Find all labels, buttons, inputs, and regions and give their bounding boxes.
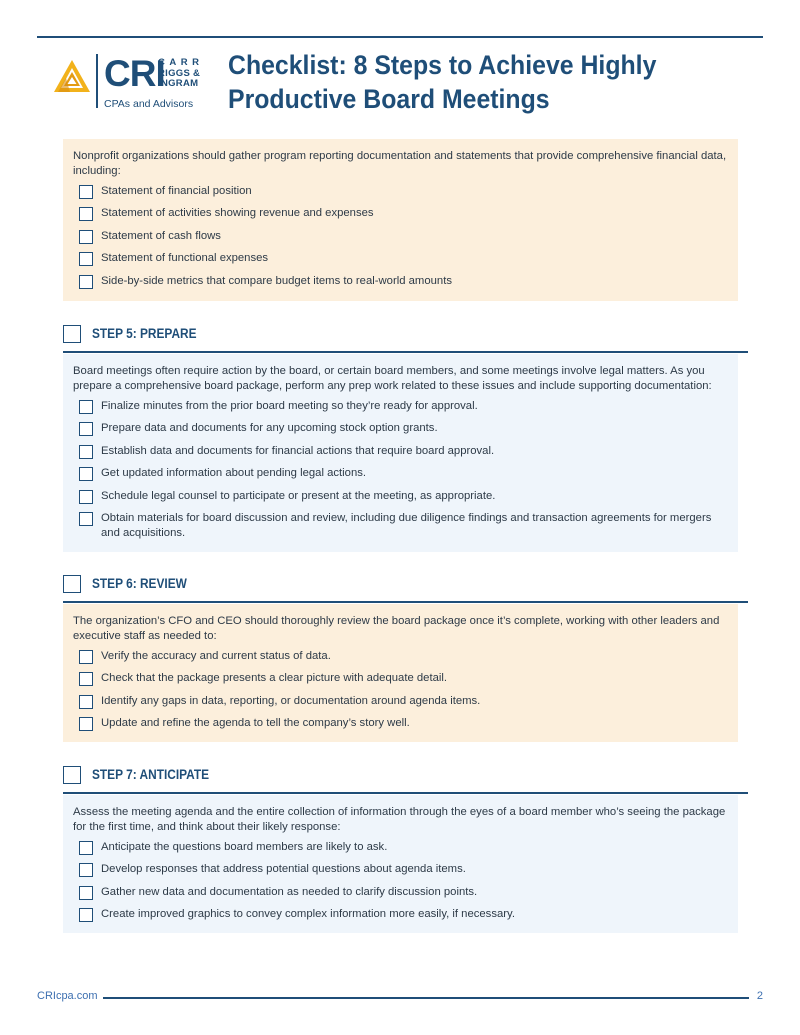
checklist-item-text: Finalize minutes from the prior board meeting so they’re ready for approval. bbox=[101, 400, 478, 412]
stacked-triangles-logo-icon bbox=[52, 58, 92, 94]
checklist-item bbox=[73, 511, 728, 541]
checklist-item bbox=[73, 694, 728, 711]
checklist-item-text: Statement of cash flows bbox=[101, 229, 221, 242]
step-7-box bbox=[63, 795, 738, 933]
checklist-item bbox=[73, 840, 728, 857]
step-rule bbox=[63, 351, 748, 353]
checkbox[interactable] bbox=[79, 275, 93, 289]
checklist-item bbox=[73, 399, 728, 416]
checkbox[interactable] bbox=[79, 185, 93, 199]
footer-rule bbox=[103, 997, 749, 999]
website-link[interactable]: CRIcpa.com bbox=[37, 990, 98, 1002]
step-label: STEP 6: REVIEW bbox=[92, 576, 187, 591]
checklist-item-text: Gather new data and documentation as needed to clarify discussion points. bbox=[101, 885, 478, 898]
checklist bbox=[73, 840, 728, 924]
step-text: The organization’s CFO and CEO should thoroughly review the board package once it’s complete, working with other leaders and executive staff as needed to: bbox=[73, 615, 720, 642]
logo-tagline: CPAs and Advisors bbox=[104, 98, 194, 110]
intro-text: Nonprofit organizations should gather program reporting documentation and statements that provide comprehensive financial data, including: bbox=[73, 150, 727, 177]
checklist-item-text: Prepare data and documents for any upcoming stock option grants. bbox=[101, 422, 438, 435]
checklist-item bbox=[73, 489, 728, 506]
checkbox[interactable] bbox=[79, 490, 93, 504]
checklist-item bbox=[73, 716, 728, 733]
checklist-item-text: Statement of activities showing revenue and expenses bbox=[101, 207, 374, 220]
step-label: STEP 5: PREPARE bbox=[92, 326, 197, 341]
checkbox[interactable] bbox=[79, 841, 93, 855]
checklist-item bbox=[73, 206, 728, 223]
checklist-item bbox=[73, 907, 728, 924]
logo-name-line: RIGGS & bbox=[158, 67, 201, 79]
checklist-item bbox=[73, 251, 728, 268]
checkbox[interactable] bbox=[79, 445, 93, 459]
checklist-item bbox=[73, 229, 728, 246]
company-logo[interactable] bbox=[52, 52, 212, 114]
checkbox[interactable] bbox=[79, 717, 93, 731]
checklist-item-text: Develop responses that address potential questions about agenda items. bbox=[101, 863, 466, 876]
checklist-item-text: Statement of financial position bbox=[101, 185, 252, 197]
checklist-item-text: Side-by-side metrics that compare budget items to real-world amounts bbox=[101, 274, 452, 287]
intro-box bbox=[63, 139, 738, 301]
page-title: Checklist: 8 Steps to Achieve Highly Productive Board Meetings bbox=[228, 50, 657, 114]
checkbox[interactable] bbox=[79, 230, 93, 244]
checklist-item-text: Anticipate the questions board members are likely to ask. bbox=[101, 841, 388, 853]
logo-company-name bbox=[158, 58, 214, 90]
checkbox[interactable] bbox=[79, 512, 93, 526]
checklist bbox=[73, 399, 728, 541]
checklist-item bbox=[73, 862, 728, 879]
page-number: 2 bbox=[756, 990, 763, 1002]
top-rule bbox=[37, 36, 763, 38]
checkbox[interactable] bbox=[79, 252, 93, 266]
step-text: Board meetings often require action by the board, or certain board members, and some meetings involve legal matters. As you prepare a comprehensive board package, perform any prep work related to these issues and include supporting documentation: bbox=[73, 365, 712, 392]
checklist-item-text: Identify any gaps in data, reporting, or documentation around agenda items. bbox=[101, 694, 481, 707]
checklist-item bbox=[73, 466, 728, 483]
checkbox[interactable] bbox=[79, 207, 93, 221]
checklist bbox=[73, 649, 728, 733]
checklist-item bbox=[73, 274, 728, 291]
checklist-item bbox=[73, 649, 728, 666]
step-text: Assess the meeting agenda and the entire collection of information through the eyes of a board member who’s seeing the package for the first time, and think about their likely response: bbox=[73, 806, 726, 833]
logo-name-line: CARR bbox=[158, 57, 204, 68]
checklist-item-text: Schedule legal counsel to participate or present at the meeting, as appropriate. bbox=[101, 489, 496, 502]
checklist-item bbox=[73, 421, 728, 438]
checkbox[interactable] bbox=[79, 467, 93, 481]
page-header bbox=[52, 50, 763, 120]
checklist-item bbox=[73, 671, 728, 688]
checkbox[interactable] bbox=[79, 650, 93, 664]
checkbox[interactable] bbox=[79, 886, 93, 900]
step-6-header bbox=[63, 575, 748, 605]
step-5-header bbox=[63, 325, 748, 355]
step-label: STEP 7: ANTICIPATE bbox=[92, 767, 210, 782]
checkbox[interactable] bbox=[79, 422, 93, 436]
checkbox[interactable] bbox=[79, 863, 93, 877]
checklist-item-text: Get updated information about pending legal actions. bbox=[101, 467, 367, 480]
checklist-item-text: Create improved graphics to convey complex information more easily, if necessary. bbox=[101, 908, 515, 921]
step-6-box bbox=[63, 604, 738, 742]
checkbox[interactable] bbox=[79, 672, 93, 686]
checkbox[interactable] bbox=[79, 908, 93, 922]
logo-divider bbox=[96, 54, 98, 108]
step-checkbox[interactable] bbox=[63, 325, 81, 343]
checklist-item bbox=[73, 184, 728, 201]
checkbox[interactable] bbox=[79, 695, 93, 709]
checklist-item-text: Establish data and documents for financial actions that require board approval. bbox=[101, 444, 495, 457]
step-rule bbox=[63, 792, 748, 794]
page-footer bbox=[37, 990, 763, 1006]
checklist-item-text: Update and refine the agenda to tell the company’s story well. bbox=[101, 717, 410, 730]
checklist-item bbox=[73, 885, 728, 902]
logo-mark: CRI bbox=[104, 53, 165, 94]
checkbox[interactable] bbox=[79, 400, 93, 414]
step-5-box bbox=[63, 354, 738, 552]
checklist-item-text: Check that the package presents a clear picture with adequate detail. bbox=[101, 672, 448, 685]
logo-name-line: INGRAM bbox=[158, 78, 199, 89]
checklist-item-text: Obtain materials for board discussion and review, including due diligence findings and transaction agreements for mergers and acquisitions. bbox=[101, 511, 712, 539]
step-checkbox[interactable] bbox=[63, 575, 81, 593]
step-checkbox[interactable] bbox=[63, 766, 81, 784]
step-rule bbox=[63, 601, 748, 603]
checklist-item-text: Statement of functional expenses bbox=[101, 252, 269, 265]
checklist-item-text: Verify the accuracy and current status of data. bbox=[101, 650, 331, 662]
step-7-header bbox=[63, 766, 748, 796]
checklist bbox=[73, 184, 728, 291]
checklist-item bbox=[73, 444, 728, 461]
